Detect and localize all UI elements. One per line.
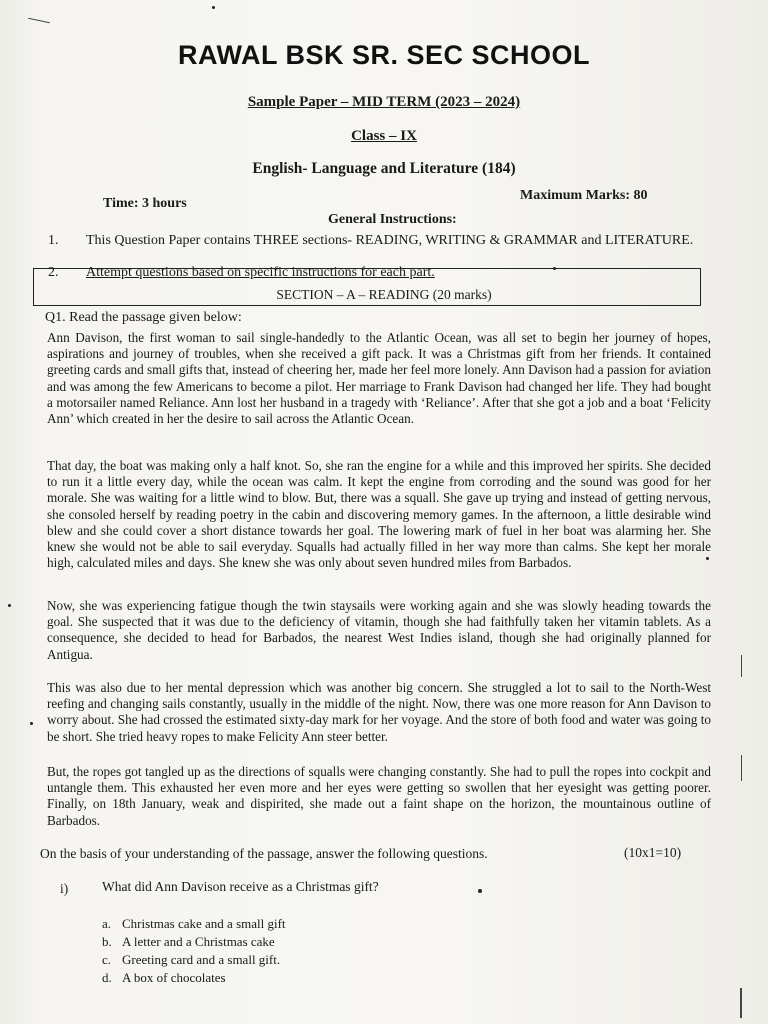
scan-speck [30, 722, 33, 725]
instruction-item [48, 233, 728, 249]
scan-speck [553, 267, 556, 270]
option-label: a. [102, 916, 112, 931]
option-item [102, 970, 226, 986]
passage-paragraph: Ann Davison, the first woman to sail single-handedly to the Atlantic Ocean, was all set to begin her journey of hopes, aspirations and journey of troubles, when she received a gift pack. It was a Christmas gift from her friends. It contained greeting cards and small gifts that, instead of cheering her, made her feel more lonely. Ann Davison had a passion for aviation and was among the few Americans to become a pilot. Her marriage to Frank Davison had changed her life. They had bought a motorsailer named Reliance. Ann lost her husband in a tragedy with ‘Reliance’. After that she got a job and a boat ‘Felicity Ann’ which created in her the desire to sail across the Atlantic Ocean. [47, 330, 711, 427]
scan-speck [8, 604, 11, 607]
instruction-number: 1. [48, 233, 59, 248]
scan-edge-mark [741, 755, 742, 781]
instruction-text: Attempt questions based on specific instructions for each part. [86, 265, 435, 280]
question-heading: Q1. Read the passage given below: [45, 310, 242, 325]
instruction-item [48, 265, 435, 281]
school-name: RAWAL BSK SR. SEC SCHOOL [177, 40, 591, 70]
scan-edge-mark [741, 655, 742, 677]
option-item [102, 952, 280, 968]
option-text: Christmas cake and a small gift [122, 916, 286, 931]
scan-edge-mark [28, 18, 50, 24]
option-item [102, 934, 275, 950]
scan-edge-mark [740, 988, 742, 1018]
max-marks-label: Maximum Marks: 80 [520, 188, 648, 203]
subject-title: English- Language and Literature (184) [252, 160, 516, 177]
option-text: Greeting card and a small gift. [122, 952, 281, 967]
class-label: Class – IX [351, 128, 417, 144]
passage-paragraph: But, the ropes got tangled up as the directions of squalls were changing constantly. She had to pull the ropes into cockpit and untangle them. This exhausted her even more and her eyes were getting so swollen that her eyesight was getting poorer. Finally, on 18th January, weak and dispirited, she made out a faint shape on the horizon, the mountainous outline of Barbados. [47, 764, 711, 828]
option-text: A letter and a Christmas cake [122, 934, 275, 949]
scan-speck [706, 557, 709, 560]
option-label: b. [102, 934, 112, 949]
instruction-text: This Question Paper contains THREE sections- READING, WRITING & GRAMMAR and LITERATURE. [86, 233, 694, 248]
instruction-number: 2. [48, 265, 59, 280]
general-instructions-heading: General Instructions: [328, 212, 457, 227]
time-label: Time: 3 hours [103, 196, 187, 211]
scan-speck [212, 6, 215, 9]
sub-question-number: i) [60, 881, 69, 896]
option-item [102, 916, 286, 932]
option-label: c. [102, 952, 112, 967]
sub-question-text: What did Ann Davison receive as a Christmas gift? [102, 879, 379, 894]
section-title: SECTION – A – READING (20 marks) [276, 287, 492, 302]
passage-paragraph: Now, she was experiencing fatigue though the twin staysails were working again and she was slowly heading towards the goal. She suspected that it was due to the deficiency of vitamin, though she had faithfully taken her vitamin tablets. As a consequence, she decided to head for Barbados, the nearest West Indies island, though she had originally planned for Antigua. [47, 598, 711, 662]
scan-speck [478, 889, 482, 893]
passage-paragraph: This was also due to her mental depression which was another big concern. She struggled a lot to sail to the North-West reefing and changing sails constantly, usually in the middle of the night. Now, there was one more reason for Ann Davison to worry about. She had crossed the estimated sixty-day mark for her voyage. And the store of both food and water was going to be short. She tried heavy ropes to make Felicity Ann steer better. [47, 680, 711, 744]
paper-title: Sample Paper – MID TERM (2023 – 2024) [247, 94, 521, 110]
option-text: A box of chocolates [122, 970, 226, 985]
option-label: d. [102, 970, 112, 985]
answer-instruction: On the basis of your understanding of the passage, answer the following questions. [40, 846, 488, 861]
passage-paragraph: That day, the boat was making only a half knot. So, she ran the engine for a while and this improved her spirits. She decided to run it a little every day, while the ocean was calm. It kept the engine from corroding and the sound was good for her morale. She was waiting for a little wind to blow. But, there was a squall. She gave up trying and instead of getting nervous, she consoled herself by reading poetry in the cabin and discovering memory games. In the afternoon, a little desirable wind blew and she could cover a short distance towards her goal. The lowering mark of fuel in her boat was alarming her. She knew she would not be able to sail everyday. Squalls had actually filled in her way more than calms. She kept her morale high, calculated miles and days. She knew she was only about seven hundred miles from Barbados. [47, 458, 711, 571]
marks-allocation: (10x1=10) [624, 845, 682, 860]
